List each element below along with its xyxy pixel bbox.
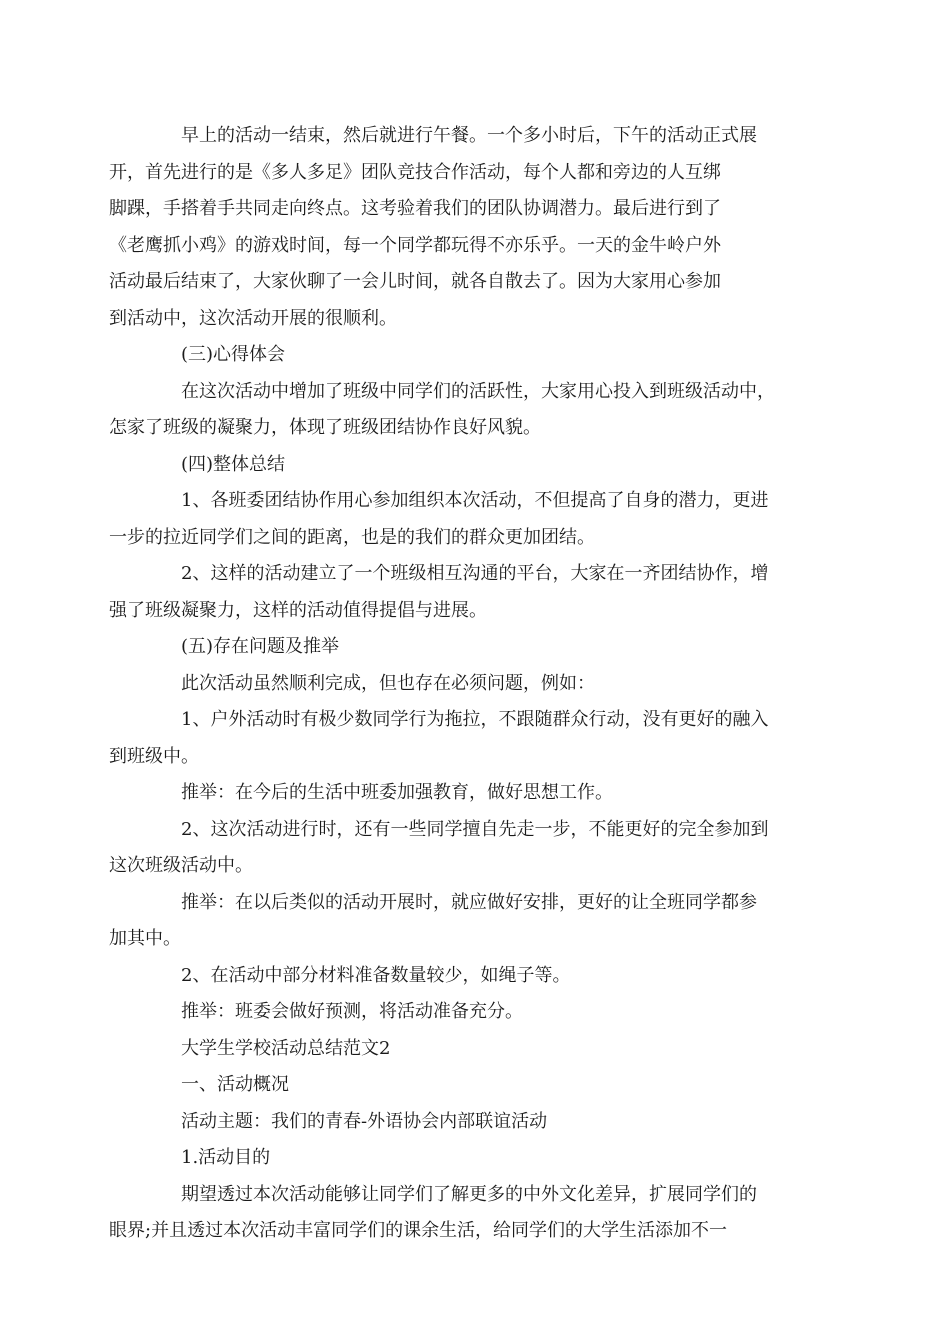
text-line: 2、这样的活动建立了一个班级相互沟通的平台，大家在一齐团结协作，增 xyxy=(181,563,769,584)
paragraph xyxy=(109,885,805,958)
text-line: 一步的拉近同学们之间的距离，也是的我们的群众更加团结。 xyxy=(109,526,595,548)
text-line: 此次活动虽然顺利完成，但也存在必须问题，例如： xyxy=(181,672,595,694)
section-heading xyxy=(145,1140,805,1177)
paragraph xyxy=(109,118,805,337)
text-line: 眼界;并且透过本次活动丰富同学们的课余生活，给同学们的大学生活添加不一 xyxy=(109,1220,728,1241)
paragraph xyxy=(145,666,805,703)
text-line: 1.活动目的 xyxy=(181,1147,271,1168)
text-line: 到活动中，这次活动开展的很顺利。 xyxy=(109,307,397,329)
text-line: 2、这次活动进行时，还有一些同学擅自先走一步，不能更好的完全参加到 xyxy=(181,818,769,840)
paragraph xyxy=(109,1177,805,1250)
text-line: 开，首先进行的是《多人多足》团队竞技合作活动，每个人都和旁边的人互绑 xyxy=(109,161,721,183)
paragraph xyxy=(109,483,805,556)
text-line: 一、活动概况 xyxy=(181,1074,289,1095)
text-line: 早上的活动一结束，然后就进行午餐。一个多小时后，下午的活动正式展 xyxy=(181,125,757,146)
paragraph xyxy=(109,702,805,775)
text-line: 到班级中。 xyxy=(109,745,199,767)
text-line: 活动主题：我们的青春-外语协会内部联谊活动 xyxy=(181,1110,548,1132)
text-line: 2、在活动中部分材料准备数量较少，如绳子等。 xyxy=(181,964,571,986)
text-line: 推举：班委会做好预测，将活动准备充分。 xyxy=(181,1001,523,1022)
paragraph xyxy=(109,374,805,447)
paragraph xyxy=(145,994,805,1031)
text-line: 推举：在以后类似的活动开展时，就应做好安排，更好的让全班同学都参 xyxy=(181,891,757,913)
text-line: 1、户外活动时有极少数同学行为拖拉，不跟随群众行动，没有更好的融入 xyxy=(181,709,769,730)
text-line: (三)心得体会 xyxy=(181,344,286,365)
section-heading xyxy=(145,1031,805,1068)
text-line: (四)整体总结 xyxy=(181,453,286,475)
text-line: 怎家了班级的凝聚力，体现了班级团结协作良好风貌。 xyxy=(109,417,541,438)
text-line: 1、各班委团结协作用心参加组织本次活动，不但提高了自身的潜力，更进 xyxy=(181,490,769,511)
text-line: 期望透过本次活动能够让同学们了解更多的中外文化差异，扩展同学们的 xyxy=(181,1183,757,1205)
text-line: 大学生学校活动总结范文2 xyxy=(181,1037,391,1059)
section-heading xyxy=(145,447,805,484)
section-heading xyxy=(145,1104,805,1141)
section-heading xyxy=(145,1067,805,1104)
text-line: 这次班级活动中。 xyxy=(109,855,253,876)
paragraph xyxy=(109,812,805,885)
text-line: 活动最后结束了，大家伙聊了一会儿时间，就各自散去了。因为大家用心参加 xyxy=(109,271,721,292)
paragraph xyxy=(109,556,805,629)
text-line: 强了班级凝聚力，这样的活动值得提倡与进展。 xyxy=(109,599,487,621)
text-line: 脚踝，手搭着手共同走向终点。这考验着我们的团队协调潜力。最后进行到了 xyxy=(109,198,721,219)
paragraph xyxy=(145,775,805,812)
document-body xyxy=(109,118,805,1250)
section-heading xyxy=(145,337,805,374)
text-line: (五)存在问题及推举 xyxy=(181,636,340,657)
text-line: 加其中。 xyxy=(109,928,181,949)
section-heading xyxy=(145,629,805,666)
text-line: 推举：在今后的生活中班委加强教育，做好思想工作。 xyxy=(181,782,613,803)
text-line: 《老鹰抓小鸡》的游戏时间，每一个同学都玩得不亦乐乎。一天的金牛岭户外 xyxy=(109,234,721,256)
text-line: 在这次活动中增加了班级中同学们的活跃性，大家用心投入到班级活动中， xyxy=(181,380,775,402)
paragraph xyxy=(145,958,805,995)
